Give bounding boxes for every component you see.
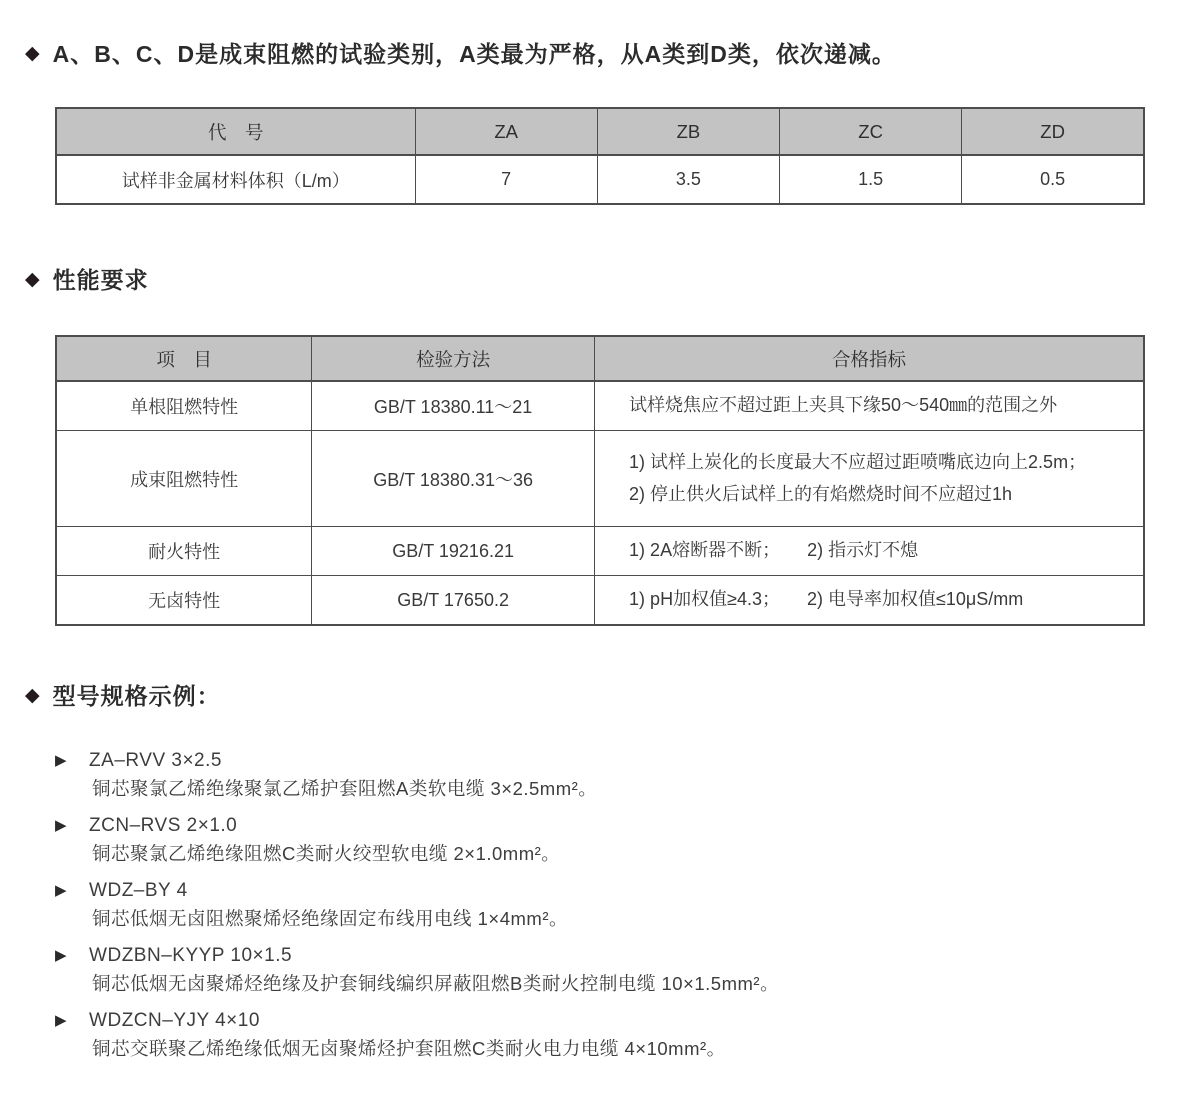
intro-text: A、B、C、D是成束阻燃的试验类别，A类最为严格，从A类到D类，依次递减。 bbox=[52, 41, 896, 67]
examples-heading-text: 型号规格示例： bbox=[52, 683, 221, 709]
performance-heading-text: 性能要求 bbox=[52, 267, 149, 293]
list-item bbox=[55, 812, 1160, 868]
list-item bbox=[55, 1007, 1160, 1063]
table-row bbox=[56, 431, 1144, 527]
list-item bbox=[55, 747, 1160, 803]
table-row bbox=[56, 381, 1144, 431]
criteria-line: 1) 2A熔断器不断； 2) 指示灯不熄 bbox=[629, 540, 919, 561]
criteria-line: 1) 试样上炭化的长度最大不应超过距喷嘴底边向上2.5m； bbox=[629, 452, 1087, 472]
value-cell: 0.5 bbox=[962, 155, 1144, 204]
example-description: 铜芯交联聚乙烯绝缘低烟无卤聚烯烃护套阻燃C类耐火电力电缆 4×10mm²。 bbox=[92, 1038, 726, 1059]
performance-header-cell: 项 目 bbox=[56, 336, 312, 381]
criteria-line: 2) 停止供火后试样上的有焰燃烧时间不应超过1h bbox=[629, 483, 1013, 504]
example-model: WDZBN–KYYP 10×1.5 bbox=[89, 945, 293, 966]
code-table bbox=[55, 107, 1145, 205]
triangle-icon: ▶ bbox=[55, 816, 68, 834]
method-cell: GB/T 18380.11～21 bbox=[312, 381, 595, 431]
examples-heading bbox=[25, 678, 1175, 711]
performance-table-header-row bbox=[56, 336, 1144, 381]
code-table-header-cell: ZB bbox=[597, 108, 779, 155]
criteria-cell bbox=[595, 527, 1144, 576]
performance-table bbox=[55, 335, 1145, 626]
example-description: 铜芯低烟无卤阻燃聚烯烃绝缘固定布线用电线 1×4mm²。 bbox=[92, 908, 569, 929]
performance-header-cell: 合格指标 bbox=[595, 336, 1144, 381]
example-model-line bbox=[55, 747, 1160, 775]
row-label-cell: 试样非金属材料体积（L/m） bbox=[56, 155, 415, 204]
item-cell: 无卤特性 bbox=[56, 576, 312, 626]
method-cell: GB/T 18380.31～36 bbox=[312, 431, 595, 527]
table-row bbox=[56, 576, 1144, 626]
code-table-header-cell: ZA bbox=[415, 108, 597, 155]
diamond-icon: ◆ bbox=[25, 685, 41, 706]
example-model: ZA–RVV 3×2.5 bbox=[89, 750, 222, 771]
example-description: 铜芯低烟无卤聚烯烃绝缘及护套铜线编织屏蔽阻燃B类耐火控制电缆 10×1.5mm²。 bbox=[92, 973, 780, 994]
method-cell: GB/T 19216.21 bbox=[312, 527, 595, 576]
triangle-icon: ▶ bbox=[55, 881, 68, 899]
diamond-icon: ◆ bbox=[25, 269, 41, 290]
table-row bbox=[56, 527, 1144, 576]
value-cell: 7 bbox=[415, 155, 597, 204]
item-cell: 单根阻燃特性 bbox=[56, 381, 312, 431]
code-table-wrapper bbox=[55, 107, 1145, 205]
criteria-line: 试样烧焦应不超过距上夹具下缘50～540㎜的范围之外 bbox=[629, 395, 1058, 416]
performance-header-cell: 检验方法 bbox=[312, 336, 595, 381]
criteria-cell bbox=[595, 381, 1144, 431]
example-model-line bbox=[55, 942, 1160, 970]
triangle-icon: ▶ bbox=[55, 1011, 68, 1029]
triangle-icon: ▶ bbox=[55, 946, 68, 964]
method-cell: GB/T 17650.2 bbox=[312, 576, 595, 626]
value-cell: 1.5 bbox=[780, 155, 962, 204]
item-cell: 耐火特性 bbox=[56, 527, 312, 576]
code-table-header-row bbox=[56, 108, 1144, 155]
example-model-line bbox=[55, 877, 1160, 905]
example-model: WDZ–BY 4 bbox=[89, 880, 188, 901]
criteria-cell bbox=[595, 431, 1144, 527]
value-cell: 3.5 bbox=[597, 155, 779, 204]
code-table-header-cell: ZD bbox=[962, 108, 1144, 155]
example-model-line bbox=[55, 1007, 1160, 1035]
criteria-cell bbox=[595, 576, 1144, 626]
code-table-header-cell: 代 号 bbox=[56, 108, 415, 155]
example-model: WDZCN–YJY 4×10 bbox=[89, 1010, 260, 1031]
diamond-icon: ◆ bbox=[25, 43, 41, 64]
example-description: 铜芯聚氯乙烯绝缘聚氯乙烯护套阻燃A类软电缆 3×2.5mm²。 bbox=[92, 778, 598, 799]
example-model-line bbox=[55, 812, 1160, 840]
list-item bbox=[55, 877, 1160, 933]
examples-list bbox=[55, 747, 1160, 1072]
example-description: 铜芯聚氯乙烯绝缘阻燃C类耐火绞型软电缆 2×1.0mm²。 bbox=[92, 843, 561, 864]
intro-heading bbox=[25, 36, 1175, 69]
triangle-icon: ▶ bbox=[55, 751, 68, 769]
list-item bbox=[55, 942, 1160, 998]
example-model: ZCN–RVS 2×1.0 bbox=[89, 815, 238, 836]
item-cell: 成束阻燃特性 bbox=[56, 431, 312, 527]
code-table-data-row bbox=[56, 155, 1144, 204]
criteria-line: 1) pH加权值≥4.3； 2) 电导率加权值≤10μS/mm bbox=[629, 589, 1024, 610]
performance-table-wrapper bbox=[55, 335, 1145, 626]
code-table-header-cell: ZC bbox=[780, 108, 962, 155]
performance-heading bbox=[25, 262, 1175, 295]
